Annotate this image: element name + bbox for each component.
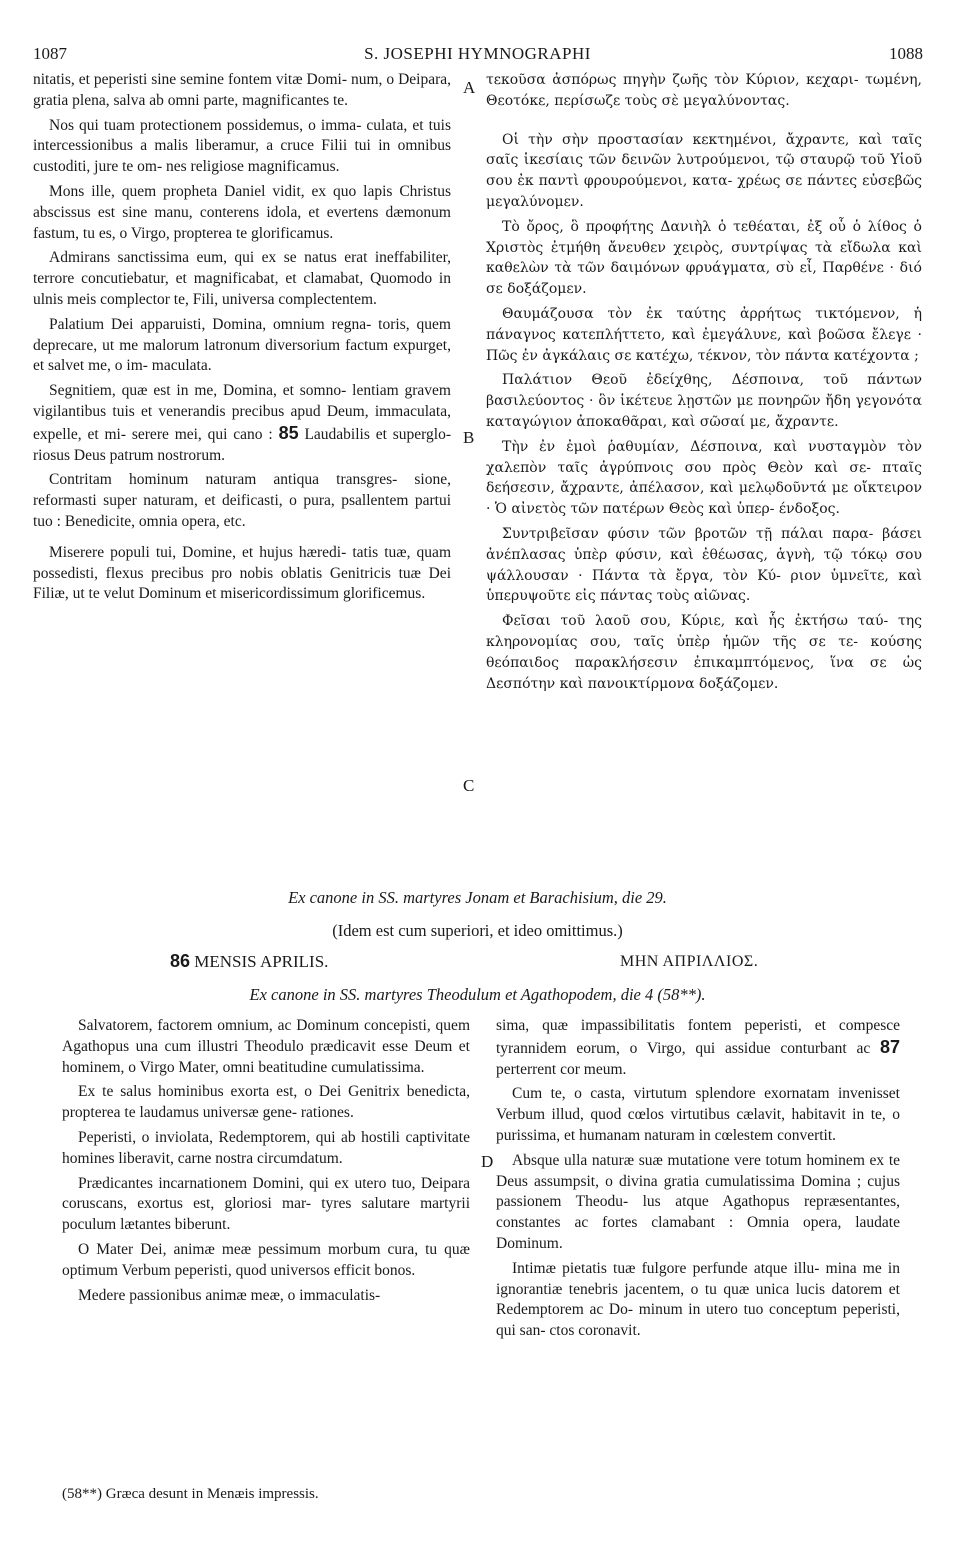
greek-paragraph: Τὸ ὄρος, ὃ προφήτης Δανιὴλ ὁ τεθέαται, ἐξ οὗ ὁ λίθος ὁ Χριστὸς ἐτμήθη ἄνευθεν χειρὸς, συντρίψας τὰ εἴδωλα καὶ καθελὼν τὰ τῶν δαιμόνων φρυάγματα, σὺ εἶ, Παρθένε · διό σε δοξάζομεν. [486, 218, 922, 298]
latin-text: sima, quæ impassibilitatis fontem peperisti, et compesce tyrannidem eorum, o Virgo, qui assidue conturbant ac [496, 1017, 900, 1057]
latin-paragraph: Ex te salus hominibus exorta est, o Dei Genitrix benedicta, propterea te laudamus universæ gene- rationes. [62, 1083, 470, 1122]
latin-text: Segnitiem, quæ est in me, Domina, et somno- lentiam gravem vigilantibus tuis et venerandis precibus apud Deum, immaculata, expelle, et mi- serere mei, qui cano : [33, 382, 451, 443]
margin-marker-c: C [463, 776, 475, 795]
mensis-latin-heading [170, 951, 328, 972]
latin-paragraph: Prædicantes incarnationem Domini, qui ex utero tuo, Deipara coruscans, exortus est, gloriosi mar- tyres salutare martyrii poculum lætantes biberunt. [62, 1174, 470, 1234]
latin-paragraph: Peperisti, o inviolata, Redemptorem, qui ab hostili captivitate homines liberavit, carne nostra circumdatum. [62, 1128, 470, 1167]
greek-paragraph: Οἱ τὴν σὴν προστασίαν κεκτημένοι, ἄχραντε, καὶ ταῖς σαῖς ἱκεσίαις τῶν δεινῶν λυτρούμενοι, τῷ σταυρῷ τοῦ Υἱοῦ σου ἐκ παντὶ φρουρούμενοι, κατα- χρέως σε πάντες εὐσεβῶς μεγαλύνομεν. [486, 131, 922, 210]
mensis-greek-heading: ΜΗΝ ΑΠΡΙΛΛΙΟΣ. [620, 953, 759, 970]
latin-paragraph: Nos qui tuam protectionem possidemus, o imma- culata, et tuis intercessionibus a malis liberamur, a cruce Filii tui in omnibus custoditi, jure te om- nes religiose magnificamus. [33, 116, 451, 176]
greek-paragraph: Θαυμάζουσα τὸν ἐκ ταύτης ἀρρήτως τικτόμενον, ἡ πάναγνος κατεπλήττετο, καὶ ἐμεγάλυνε, καὶ βοῶσα ἔλεγε · Πῶς ἐν ἀγκάλαις σε κατέχω, τέκνον, τὸν πάντα κατέχοντα ; [486, 305, 922, 364]
column-number-87: 87 [879, 1036, 900, 1057]
margin-marker-d: D [481, 1152, 494, 1171]
section-heading-jonam: Ex canone in SS. martyres Jonam et Barachisium, die 29. [288, 888, 667, 907]
latin-paragraph: Salvatorem, factorem omnium, ac Dominum concepisti, quem Agathopus una cum illustri Theodulo prædicavit esse Deum et hominem, o Virgo Mater, omni beatitudine cumulatissima. [62, 1017, 470, 1076]
latin-paragraph: Absque ulla naturæ suæ mutatione vere totum hominem ex te Deus assumpsit, o divina gratia cumulatissima Domina ; cujus passionem Theodu- lus atque Agathopus repræsentantes, constantes ac fortes clamabant : Omnia opera, laudate Dominum. [496, 1151, 900, 1252]
section-heading-theodulum: Ex canone in SS. martyres Theodulum et Agathopodem, die 4 (58**). [249, 985, 706, 1004]
latin-text: Laudabilis et superglo- riosus Deus patrum nostrorum. [33, 425, 451, 464]
greek-paragraph: Παλάτιον Θεοῦ ἐδείχθης, Δέσποινα, τοῦ πάντων βασιλεύοντος · ὃν ἱκέτευε λῃστῶν με πονηρῶν ἤδη γεγονότα καταγώγιον ἀποκαθᾶραι, καὶ σῶσαί με, ἄχραντε. [486, 372, 922, 430]
greek-paragraph: Συντριβεῖσαν φύσιν τῶν βροτῶν τῇ πάλαι παρα- βάσει ἀνέπλασας ὑπὲρ φύσιν, καὶ ἐθέωσας, ἁγνὴ, τῷ τόκῳ σου ψάλλουσαν · Πάντα τὰ ἔργα, τὸν Κύ- ριον ὑμνεῖτε, καὶ ὑπερυψοῦτε εἰς πάντας τοὺς αἰῶνας. [486, 525, 922, 605]
latin-paragraph: Palatium Dei apparuisti, Domina, omnium regna- toris, quem deprecare, ut me malorum latronum diversorium factum expurget, et salvet me, o im- maculata. [33, 315, 451, 375]
top-latin-column [33, 70, 451, 609]
mensis-latin-label: MENSIS APRILIS. [194, 952, 329, 971]
latin-paragraph: nitatis, et peperisti sine semine fontem vitæ Domi- num, o Deipara, gratia plena, salva ab omni parte, magnificantes te. [33, 71, 451, 109]
margin-marker-a: A [463, 78, 476, 97]
latin-paragraph: Admirans sanctissima eum, qui ex se natus erat ineffabiliter, terrore concutiebatur, et magnificabat, et clamabat, Quomodo in ulnis meis complector te, Fili, universa complectentem. [33, 249, 451, 308]
latin-paragraph: Cum te, o casta, virtutum splendore exornatam invenisset Verbum illud, quod cœlos virtutibus cælavit, habitavit in te, o purissima, et humanam naturam in cœlestem convertit. [496, 1085, 900, 1144]
greek-paragraph: Φεῖσαι τοῦ λαοῦ σου, Κύριε, καὶ ἧς ἐκτήσω ταύ- της κληρονομίας σου, ταῖς ὑπὲρ ἡμῶν τῆς σε τε- κούσης θεόπαιδος παρακλήσεσιν ἐπικαμπτόμενος, ἵνα σε ὡς Δεσπότην καὶ πανοικτίρμονα δοξάζομεν. [486, 613, 922, 692]
latin-paragraph: Intimæ pietatis tuæ fulgore perfunde atque illu- mina me in ignorantiæ tenebris jacentem, o tu quæ unica lucis datorem et Redemptorem ac Do- minum in utero tuo conceptum peperisti, qui san- ctos coronavit. [496, 1259, 900, 1340]
latin-paragraph [496, 1016, 900, 1080]
latin-paragraph: Mons ille, quem propheta Daniel vidit, ex quo lapis Christus abscissus est sine manu, conterens idola, et evertens dæmonum fastum, tu es, o Virgo, propterea te glorificamus. [33, 182, 451, 242]
running-title: S. JOSEPHI HYMNOGRAPHI [364, 44, 591, 63]
page-number-right: 1088 [889, 44, 923, 63]
latin-text: perterrent cor meum. [496, 1060, 627, 1078]
bottom-right-column [496, 1016, 900, 1346]
column-number-85: 85 [278, 422, 299, 443]
page-number-left: 1087 [33, 44, 67, 63]
section-note: (Idem est cum superiori, et ideo omittimus.) [332, 921, 623, 940]
greek-paragraph: Τὴν ἐν ἐμοὶ ῥαθυμίαν, Δέσποινα, καὶ νυσταγμὸν τὸν χαλεπὸν ταῖς ἀγρύπνοις σου πρὸς Θεὸν καὶ σε- πταῖς δεήσεσιν, ἄχραντε, ἀπέλασον, καὶ μελῳδοῦντά με οἴκτειρον · Ὁ αἰνετὸς τῶν πατέρων Θεὸς καὶ ὑπερ- ένδοξος. [486, 438, 922, 518]
bottom-left-column [62, 1016, 470, 1310]
top-greek-column [486, 70, 922, 698]
greek-paragraph: τεκοῦσα ἀσπόρως πηγὴν ζωῆς τὸν Κύριον, κεχαρι- τωμένη, Θεοτόκε, περίσωζε τοὺς σὲ μεγαλύνοντας. [486, 72, 922, 109]
latin-paragraph: Miserere populi tui, Domine, et hujus hæredi- tatis tuæ, quam possedisti, flexus precibus pro nobis oblatis Genitricis tuæ Dei Filiæ, ut te velut Dominum et misericordissimum glorificemus. [33, 543, 451, 603]
latin-paragraph: O Mater Dei, animæ meæ pessimum morbum cura, tu quæ optimum Verbum peperisti, quod universos efficit bonos. [62, 1240, 470, 1279]
margin-marker-b: B [463, 428, 475, 447]
column-number-86: 86 [170, 951, 191, 971]
latin-paragraph: Contritam hominum naturam antiqua transgres- sione, reformasti super naturam, et deificasti, o pura, psallentem partui tuo : Benedicite, omnia opera, etc. [33, 471, 451, 530]
footnote: (58**) Græca desunt in Menæis impressis. [62, 1486, 319, 1502]
latin-paragraph: Medere passionibus animæ meæ, o immaculatis- [78, 1286, 381, 1304]
latin-paragraph [33, 381, 451, 466]
